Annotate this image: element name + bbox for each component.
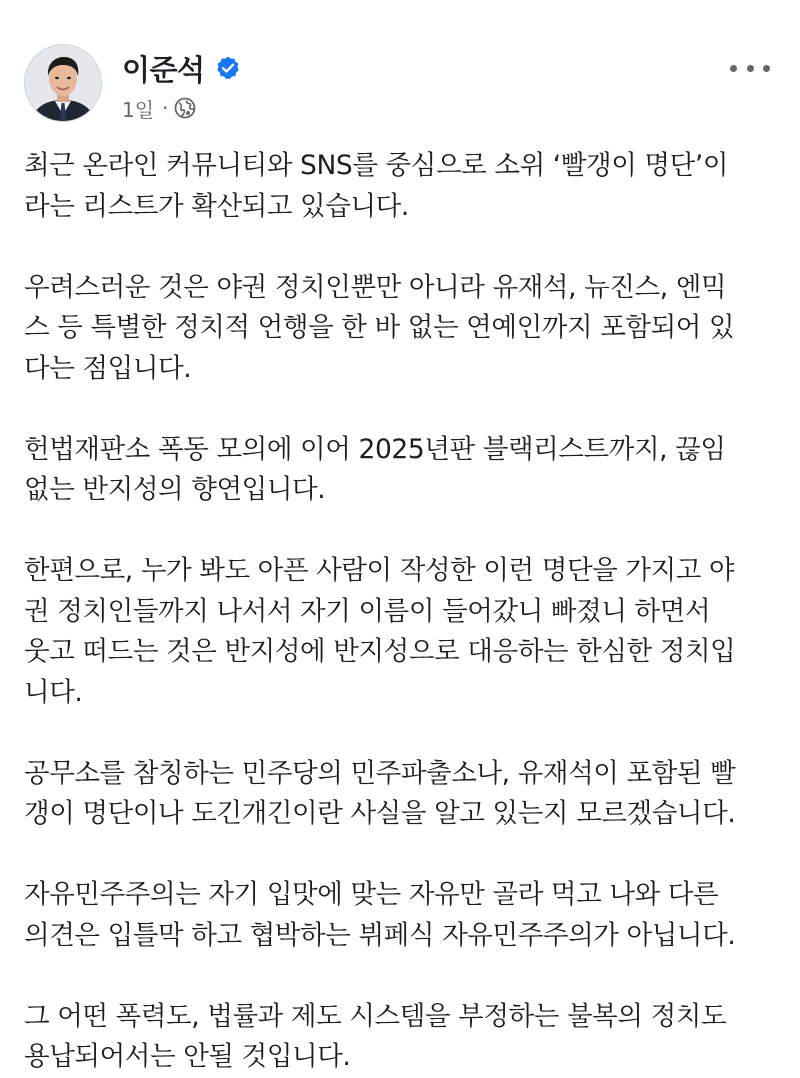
- post-meta: [122, 94, 241, 122]
- author-row: [122, 48, 241, 88]
- profile-photo: [25, 45, 101, 121]
- post-header: [24, 44, 780, 134]
- more-dot: [747, 65, 754, 72]
- post-paragraph: 우려스러운 것은 야권 정치인뿐만 아니라 유재석, 뉴진스, 엔믹 스 등 특별한 정치적 언행을 한 바 없는 연예인까지 포함되어 있 다는 점입니다.: [24, 271, 735, 384]
- author-name[interactable]: 이준석: [122, 52, 205, 87]
- post-paragraph: 자유민주주의는 자기 입맛에 맞는 자유만 골라 먹고 나와 다른 의견은 입틀막 하고 협박하는 뷔페식 자유민주주의가 아닙니다.: [24, 879, 736, 951]
- more-dot: [763, 65, 770, 72]
- verified-badge-icon: [215, 55, 241, 81]
- more-dot: [730, 65, 737, 72]
- author-block: [122, 48, 241, 122]
- post-timestamp[interactable]: 1일: [122, 97, 155, 122]
- post-paragraph: 헌법재판소 폭동 모의에 이어 2025년판 블랙리스트까지, 끊임 없는 반지성의 향연입니다.: [24, 433, 726, 505]
- more-options-icon[interactable]: [730, 58, 770, 78]
- post-paragraph: 공무소를 참칭하는 민주당의 민주파출소나, 유재석이 포함된 빨 갱이 명단이나 도긴개긴이란 사실을 알고 있는지 모르겠습니다.: [24, 757, 736, 829]
- post-paragraph: 그 어떤 폭력도, 법률과 제도 시스템을 부정하는 불복의 정치도 용납되어서는 안될 것입니다.: [24, 1000, 727, 1072]
- author-avatar[interactable]: [24, 44, 102, 122]
- post-body: [24, 146, 784, 1078]
- meta-separator: ·: [162, 96, 169, 120]
- post-paragraph: 최근 온라인 커뮤니티와 SNS를 중심으로 소위 ‘빨갱이 명단’이 라는 리스트가 확산되고 있습니다.: [24, 150, 729, 222]
- post-paragraph: 한편으로, 누가 봐도 아픈 사람이 작성한 이런 명단을 가지고 야 권 정치인들까지 나서서 자기 이름이 들어갔니 빠졌니 하면서 웃고 떠드는 것은 반지성에 반지성으로 대응하는 한심한 정치입 니다.: [24, 555, 736, 708]
- globe-icon[interactable]: [174, 97, 196, 119]
